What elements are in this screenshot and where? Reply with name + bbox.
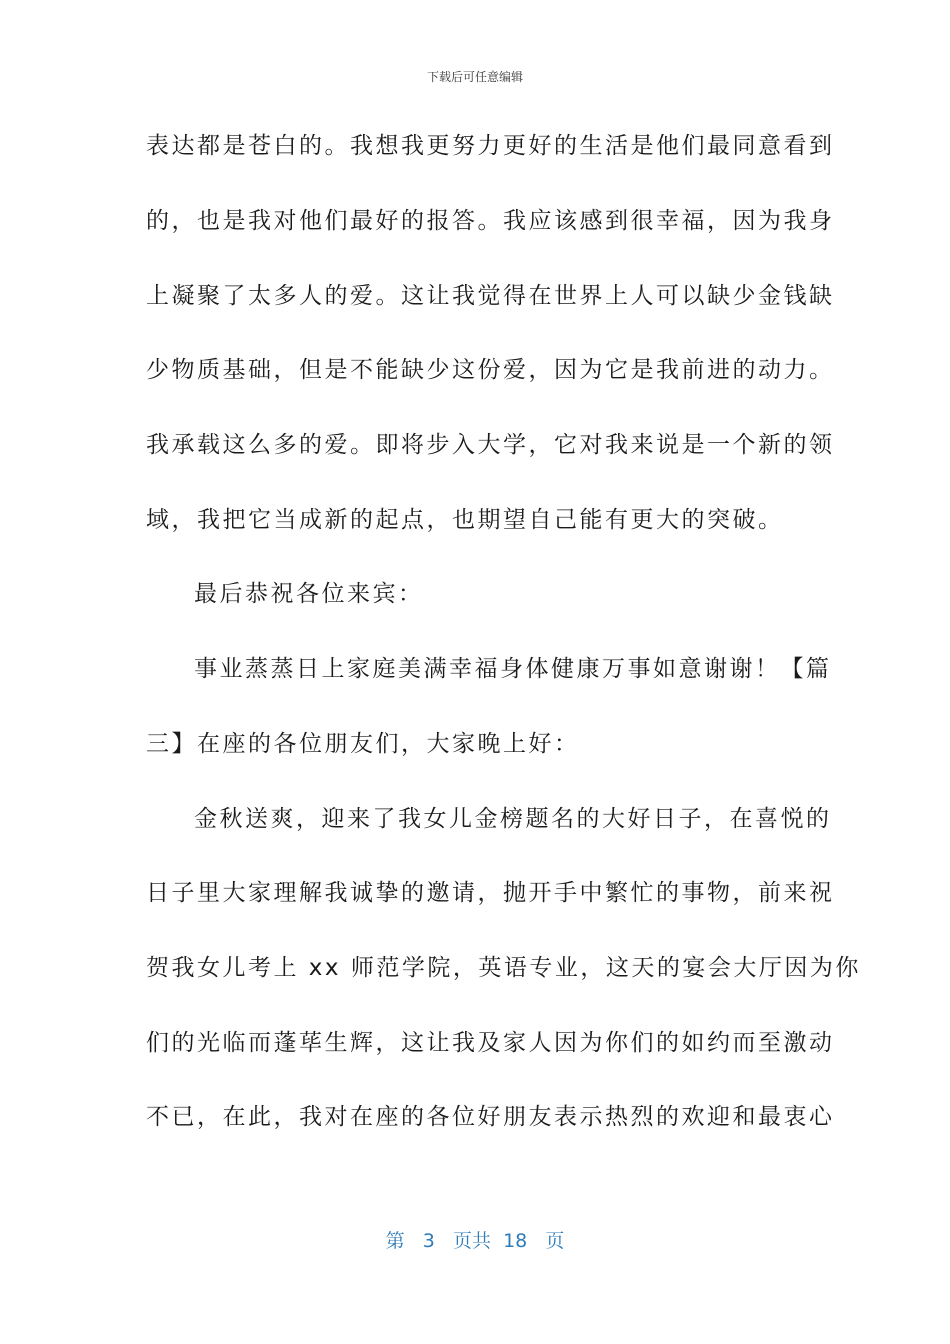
paragraph-line: 少物质基础，但是不能缺少这份爱，因为它是我前进的动力。 (146, 357, 835, 383)
paragraph-line: 最后恭祝各位来宾： (194, 581, 424, 607)
paragraph-line: 的，也是我对他们最好的报答。我应该感到很幸福，因为我身 (146, 208, 835, 234)
header-note: 下载后可任意编辑 (426, 70, 523, 84)
paragraph-line: 事业蒸蒸日上家庭美满幸福身体健康万事如意谢谢！【篇 (194, 656, 832, 682)
paragraph-line: 贺我女儿考上 xx 师范学院，英语专业，这天的宴会大厅因为你 (146, 955, 861, 981)
footer-suffix: 页 (545, 1230, 565, 1252)
paragraph-line: 域，我把它当成新的起点，也期望自己能有更大的突破。 (146, 507, 784, 533)
paragraph-line: 上凝聚了太多人的爱。这让我觉得在世界上人可以缺少金钱缺 (146, 283, 835, 309)
current-page-number: 3 (422, 1230, 435, 1252)
paragraph-line: 我承载这么多的爱。即将步入大学，它对我来说是一个新的领 (146, 432, 835, 458)
paragraph-line: 不已，在此，我对在座的各位好朋友表示热烈的欢迎和最衷心 (146, 1104, 835, 1130)
footer-prefix: 第 (385, 1230, 405, 1252)
paragraph-line: 日子里大家理解我诚挚的邀请，抛开手中繁忙的事物，前来祝 (146, 880, 835, 906)
footer-middle: 页共 (452, 1230, 491, 1252)
paragraph-line: 金秋送爽，迎来了我女儿金榜题名的大好日子，在喜悦的 (194, 806, 832, 832)
paragraph-line: 们的光临而蓬荜生辉，这让我及家人因为你们的如约而至激动 (146, 1030, 835, 1056)
paragraph-line: 表达都是苍白的。我想我更努力更好的生活是他们最同意看到 (146, 133, 835, 159)
total-pages: 18 (503, 1230, 528, 1252)
page-footer (0, 1226, 950, 1253)
paragraph-line: 三】在座的各位朋友们，大家晚上好： (146, 731, 580, 757)
